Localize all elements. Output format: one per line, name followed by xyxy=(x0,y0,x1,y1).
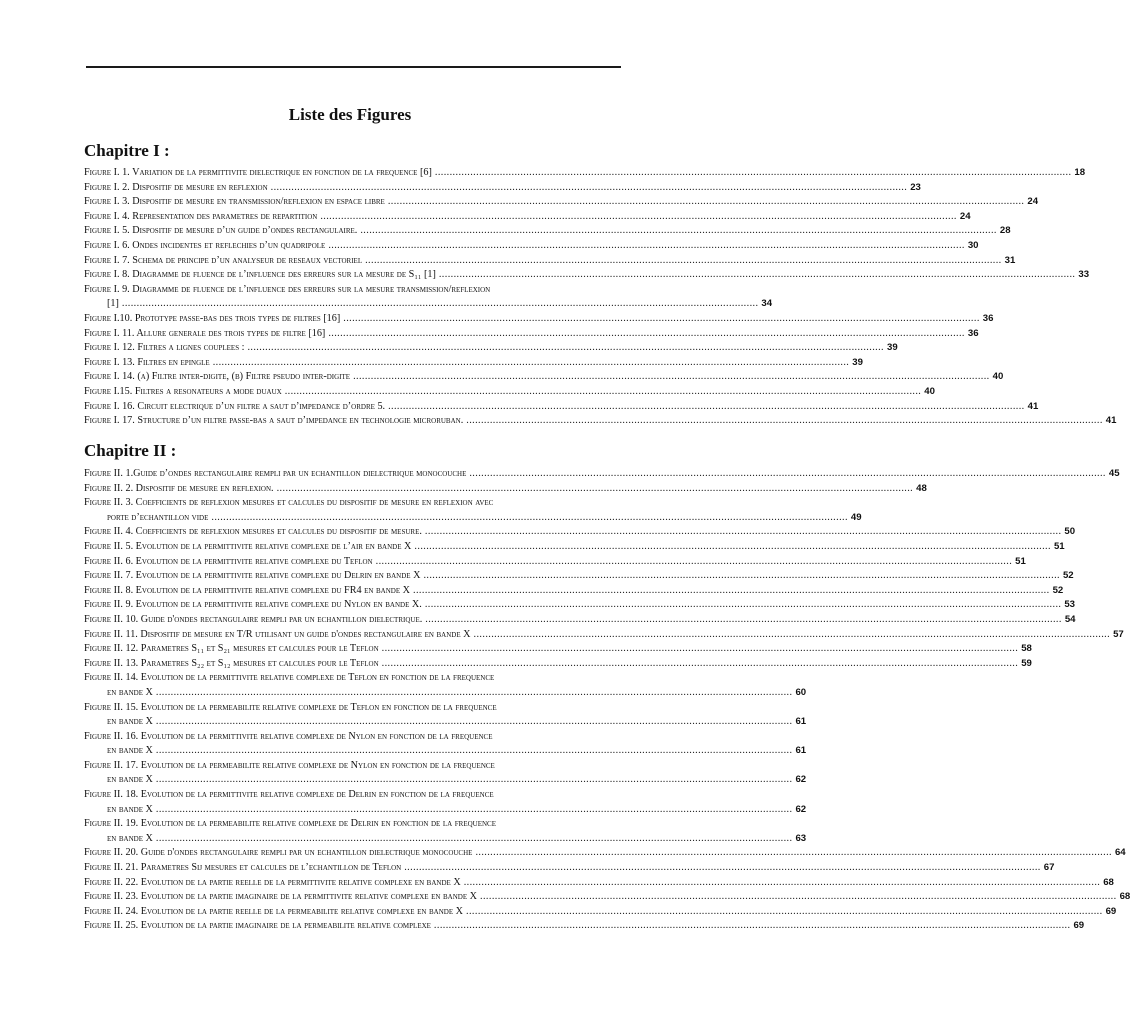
dot-leader xyxy=(413,584,1050,599)
figure-entry-label: Figure I. 16. Circuit electrique d’un filtre a saut d’impedance d’ordre 5. xyxy=(84,400,386,412)
figure-entry-page: 57 xyxy=(1113,628,1124,640)
figure-entry-label: Figure II. 6. Evolution de la permittivite relative complexe du Teflon xyxy=(84,555,373,567)
figure-entry-label: Figure I. 6. Ondes incidentes et reflechies d’un quadripole xyxy=(84,239,326,251)
figure-entry-label: Figure I. 4. Representation des parametres de repartition xyxy=(84,210,318,222)
dot-leader xyxy=(475,846,1112,861)
figure-entry-page: 28 xyxy=(999,225,1011,237)
figure-entry[interactable] xyxy=(84,166,1086,181)
figure-list-chapter-2 xyxy=(84,467,1130,934)
figure-entry[interactable] xyxy=(84,759,807,788)
figure-entry-page: 45 xyxy=(1108,468,1120,479)
dot-leader xyxy=(211,511,848,526)
figure-entry[interactable] xyxy=(84,496,862,525)
figure-entry[interactable] xyxy=(84,400,1039,415)
figure-entry-page: 54 xyxy=(1064,613,1076,625)
figure-entry-label-continued: en bande X xyxy=(107,716,153,728)
figure-entry-page: 36 xyxy=(967,327,979,339)
figure-entry[interactable] xyxy=(84,555,1026,570)
figure-entry-label: Figure I. 8. Diagramme de fluence de l’influence des erreurs sur la mesure de S₁₁ [1] xyxy=(84,269,436,281)
figure-entry-page: 33 xyxy=(1078,269,1090,281)
dot-leader xyxy=(328,239,965,254)
figure-entry-label: Figure I.15. Filtres a resonateurs a mode duaux xyxy=(84,385,282,397)
figure-entry-page: 62 xyxy=(795,803,807,815)
figure-entry-page: 36 xyxy=(982,312,994,324)
figure-entry[interactable] xyxy=(84,385,935,400)
dot-leader xyxy=(414,540,1051,555)
figure-entry[interactable] xyxy=(84,254,1016,269)
figure-entry-page: 64 xyxy=(1114,847,1126,859)
figure-entry-label: Figure II. 4. Coefficients de reflexion mesures et calcules du dispositif de mesure. xyxy=(84,526,422,538)
figure-entry[interactable] xyxy=(84,224,1011,239)
figure-entry[interactable] xyxy=(84,195,1039,210)
figure-entry-label-continued: en bande X xyxy=(107,745,153,757)
dot-leader xyxy=(469,467,1106,482)
figure-entry-label-continued: [1] xyxy=(107,298,119,310)
figure-entry-label: Figure II. 17. Evolution de la permeabilite relative complexe de Nylon en fonction de la frequence xyxy=(84,759,495,771)
dot-leader xyxy=(376,555,1013,570)
figure-entry-label-continued: en bande X xyxy=(107,803,153,815)
figure-entry[interactable] xyxy=(84,876,1114,891)
figure-entry[interactable] xyxy=(84,370,1004,385)
dot-leader xyxy=(434,919,1071,934)
figure-entry[interactable] xyxy=(84,239,979,254)
figure-entry[interactable] xyxy=(84,598,1076,613)
figure-entry-page: 41 xyxy=(1105,415,1117,427)
figure-entry[interactable] xyxy=(84,341,898,356)
dot-leader xyxy=(156,832,793,847)
figure-entry-label: Figure I. 2. Dispositif de mesure en reflexion xyxy=(84,181,268,193)
figure-entry-page: 39 xyxy=(852,356,863,368)
figure-entry-page: 41 xyxy=(1027,400,1039,412)
dot-leader xyxy=(247,341,884,356)
figure-entry-label: Figure II. 25. Evolution de la partie imaginaire de la permeabilite relative complexe xyxy=(84,920,431,932)
dot-leader xyxy=(360,224,997,239)
dot-leader xyxy=(156,744,793,759)
figure-entry[interactable] xyxy=(84,181,921,196)
figure-entry-page: 24 xyxy=(1027,196,1039,208)
figure-entry-label: Figure I. 1. Variation de la permittivite dielectrique en fonction de la frequence [6] xyxy=(84,167,432,178)
figure-entry-page: 69 xyxy=(1105,905,1117,917)
dot-leader xyxy=(320,210,957,225)
figure-entry-label: Figure II. 14. Evolution de la permittivite relative complexe de Teflon en fonction de la frequence xyxy=(84,672,495,684)
figure-entry-label: Figure II. 2. Dispositif de mesure en reflexion. xyxy=(84,482,274,494)
dot-leader xyxy=(382,657,1019,672)
dot-leader xyxy=(156,686,793,701)
figure-entry-label: Figure II. 21. Parametres Sij mesures et calcules de l’echantillon de Teflon xyxy=(84,862,402,874)
figure-entry-label: Figure I. 9. Diagramme de fluence de l’influence des erreurs sur la mesure transmission/reflexion xyxy=(84,283,491,295)
figure-entry[interactable] xyxy=(84,671,807,700)
figure-entry-label: Figure II. 23. Evolution de la partie imaginaire de la permittivite relative complexe en bande X xyxy=(84,891,478,903)
figure-entry-page: 53 xyxy=(1064,599,1076,611)
figure-entry-label: Figure II. 5. Evolution de la permittivite relative complexe de l’air en bande X xyxy=(84,540,412,552)
figure-entry-page: 31 xyxy=(1004,254,1016,266)
figure-entry-page: 61 xyxy=(795,716,807,728)
figure-entry[interactable] xyxy=(84,467,1120,482)
dot-leader xyxy=(474,628,1111,643)
dot-leader xyxy=(425,525,1062,540)
dot-leader xyxy=(156,803,793,818)
figure-entry-label: Figure II. 8. Evolution de la permittivite relative complexe du FR4 en bande X xyxy=(84,584,411,596)
figure-list-chapter-1 xyxy=(84,166,1117,429)
figure-entry[interactable] xyxy=(84,701,807,730)
figure-entry[interactable] xyxy=(84,356,863,371)
figure-entry-page: 30 xyxy=(967,239,979,251)
dot-leader xyxy=(480,890,1117,905)
dot-leader xyxy=(439,268,1076,283)
figure-entry-page: 52 xyxy=(1052,584,1064,596)
figure-entry-label: Figure I. 12. Filtres a lignes couplees : xyxy=(84,342,245,354)
figure-entry[interactable] xyxy=(84,905,1117,920)
figure-entry-label: Figure II. 1.Guide d’ondes rectangulaire rempli par un echantillon dielectrique monocouche xyxy=(84,468,467,479)
figure-entry-label-continued: en bande X xyxy=(107,686,153,698)
figure-entry-label: Figure II. 3. Coefficients de reflexion mesures et calcules du dispositif de mesure en reflexion avec xyxy=(84,497,494,509)
dot-leader xyxy=(423,569,1060,584)
figure-entry-label: Figure I. 5. Dispositif de mesure d’un guide d’ondes rectangulaire. xyxy=(84,225,358,237)
dot-leader xyxy=(425,598,1062,613)
figure-entry-label: Figure II. 10. Guide d'ondes rectangulaire rempli par un echantillon dielectrique. xyxy=(84,613,423,625)
figure-entry[interactable] xyxy=(84,730,807,759)
figure-entry[interactable] xyxy=(84,628,1124,643)
dot-leader xyxy=(353,370,990,385)
figure-entry[interactable] xyxy=(84,613,1076,628)
figure-entry[interactable] xyxy=(84,414,1117,429)
figure-entry-label: Figure II. 24. Evolution de la partie reelle de la permeabilite relative complexe en bande X xyxy=(84,905,464,917)
figure-entry-page: 59 xyxy=(1021,657,1032,669)
figure-entry[interactable] xyxy=(84,890,1130,905)
figure-entry-page: 49 xyxy=(850,511,862,523)
dot-leader xyxy=(466,414,1103,429)
figure-entry[interactable] xyxy=(84,817,807,846)
figure-entry-label: Figure II. 16. Evolution de la permittivite relative complexe de Nylon en fonction de la frequence xyxy=(84,730,493,742)
dot-leader xyxy=(213,356,850,371)
figure-entry-page: 51 xyxy=(1053,540,1065,552)
figure-entry-page: 34 xyxy=(761,298,773,310)
dot-leader xyxy=(466,905,1103,920)
figure-entry[interactable] xyxy=(84,210,971,225)
figure-entry-page: 52 xyxy=(1062,570,1074,582)
figure-entry-page: 68 xyxy=(1119,891,1130,903)
page-title: Liste des Figures xyxy=(288,105,412,124)
dot-leader xyxy=(382,642,1019,657)
dot-leader xyxy=(388,400,1025,415)
figure-entry-label: Figure II. 12. Parametres S₁₁ et S₂₁ mesures et calcules pour le Teflon xyxy=(84,643,379,655)
figure-entry-label: Figure I. 3. Dispositif de mesure en transmission/reflexion en espace libre xyxy=(84,196,385,208)
figure-entry-label: Figure II. 15. Evolution de la permeabilite relative complexe de Teflon en fonction de la frequence xyxy=(84,701,497,713)
figure-entry[interactable] xyxy=(84,919,1085,934)
dot-leader xyxy=(122,297,759,312)
figure-entry[interactable] xyxy=(84,861,1055,876)
figure-entry-label: Figure II. 9. Evolution de la permittivite relative complexe du Nylon en bande X. xyxy=(84,599,422,611)
figure-entry[interactable] xyxy=(84,788,807,817)
dot-leader xyxy=(464,876,1101,891)
figure-entry-label-continued: en bande X xyxy=(107,774,153,786)
figure-entry-label: Figure I. 11. Allure generale des trois types de filtre [16] xyxy=(84,327,326,339)
figure-entry[interactable] xyxy=(84,268,1090,283)
dot-leader xyxy=(328,327,965,342)
figure-entry-label: Figure II. 18. Evolution de la permittivite relative complexe de Delrin en fonction de la frequence xyxy=(84,789,494,801)
figure-entry-label: Figure II. 11. Dispositif de mesure en T/R utilisant un guide d'ondes rectangulaire en bande X xyxy=(84,628,471,640)
figure-entry[interactable] xyxy=(84,540,1065,555)
dot-leader xyxy=(388,195,1025,210)
figure-entry-label: Figure II. 13. Parametres S₂₂ et S₁₂ mesures et calcules pour le Teflon xyxy=(84,657,379,669)
figure-entry-page: 69 xyxy=(1073,920,1085,932)
figure-entry[interactable] xyxy=(84,642,1032,657)
figure-entry[interactable] xyxy=(84,327,979,342)
figure-entry-page: 51 xyxy=(1015,555,1026,567)
dot-leader xyxy=(425,613,1062,628)
figure-entry-page: 60 xyxy=(795,686,807,698)
figure-entry-label: Figure I. 13. Filtres en epingle xyxy=(84,356,210,368)
dot-leader xyxy=(156,715,793,730)
figure-entry[interactable] xyxy=(84,846,1126,861)
figure-entry-page: 18 xyxy=(1074,167,1086,178)
figure-entry-label: Figure I.10. Prototype passe-bas des trois types de filtres [16] xyxy=(84,312,341,324)
chapter-heading-2: Chapitre II : xyxy=(84,441,177,460)
figure-entry-page: 40 xyxy=(992,371,1004,383)
chapter-heading-1: Chapitre I : xyxy=(84,141,170,160)
figure-entry-label: Figure II. 7. Evolution de la permittivite relative complexe du Delrin en bande X xyxy=(84,570,421,582)
figure-entry-page: 63 xyxy=(795,832,807,844)
figure-entry[interactable] xyxy=(84,525,1076,540)
figure-entry-page: 40 xyxy=(924,385,935,397)
figure-entry-page: 23 xyxy=(910,181,921,193)
figure-entry-page: 67 xyxy=(1043,862,1055,874)
figure-entry-page: 58 xyxy=(1021,643,1032,655)
figure-entry-page: 50 xyxy=(1064,526,1076,538)
figure-entry-label-continued: porte d’echantillon vide xyxy=(107,511,209,523)
dot-leader xyxy=(343,312,980,327)
figure-entry-label: Figure II. 20. Guide d'ondes rectangulaire rempli par un echantillon dielectrique monocouche xyxy=(84,847,473,859)
figure-entry-label-continued: en bande X xyxy=(107,832,153,844)
figure-entry-page: 48 xyxy=(916,482,927,494)
figure-entry-label: Figure I. 17. Structure d’un filtre passe-bas a saut d’impedance en technologie microruban. xyxy=(84,415,464,427)
dot-leader xyxy=(277,482,914,497)
figure-entry[interactable] xyxy=(84,569,1074,584)
figure-entry[interactable] xyxy=(84,584,1064,599)
dot-leader xyxy=(435,166,1072,181)
dot-leader xyxy=(271,181,908,196)
figure-entry[interactable] xyxy=(84,482,927,497)
dot-leader xyxy=(365,254,1002,269)
figure-entry[interactable] xyxy=(84,657,1032,672)
figure-entry-label: Figure II. 22. Evolution de la partie reelle de la permittivite relative complexe en bande X xyxy=(84,876,461,888)
figure-entry-page: 68 xyxy=(1103,876,1114,888)
figure-entry[interactable] xyxy=(84,312,994,327)
figure-entry-page: 61 xyxy=(795,745,807,757)
figure-entry-label: Figure I. 7. Schema de principe d’un analyseur de reseaux vectoriel xyxy=(84,254,363,266)
figure-entry[interactable] xyxy=(84,283,773,312)
dot-leader xyxy=(156,773,793,788)
dot-leader xyxy=(285,385,922,400)
dot-leader xyxy=(404,861,1041,876)
figure-entry-page: 62 xyxy=(795,774,807,786)
header-rule xyxy=(86,66,621,68)
figure-entry-label: Figure I. 14. (a) Filtre inter-digite, (b) Filtre pseudo inter-digite xyxy=(84,371,351,383)
figure-entry-label: Figure II. 19. Evolution de la permeabilite relative complexe de Delrin en fonction de la frequence xyxy=(84,818,496,830)
figure-entry-page: 39 xyxy=(887,342,898,354)
figure-entry-page: 24 xyxy=(959,210,971,222)
